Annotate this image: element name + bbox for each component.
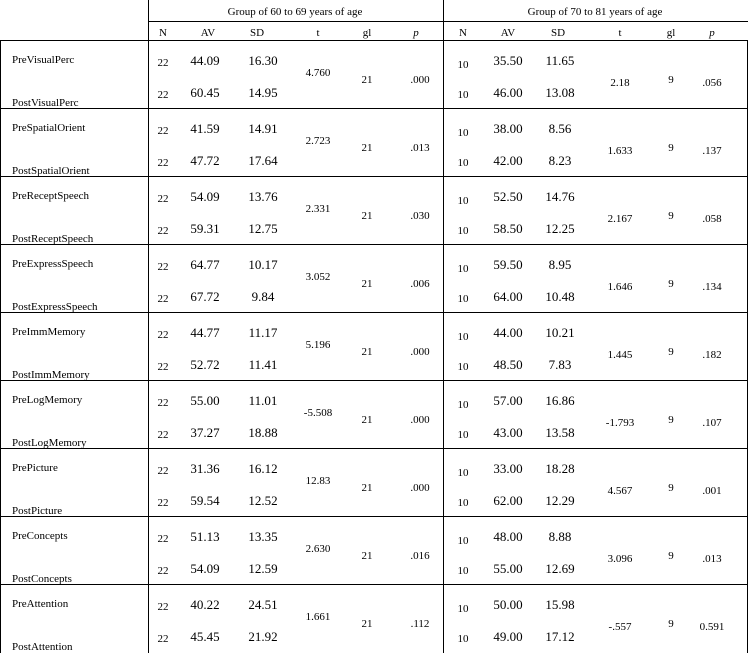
sd-value: 12.69 [545,561,575,576]
n-value: 10 [457,263,469,275]
sd-value: 10.17 [248,257,278,272]
row-label-post: PostReceptSpeech [12,233,94,245]
n-value: 22 [157,225,169,237]
n-value: 10 [457,603,469,615]
t-value: 3.052 [305,271,331,283]
sd-value: 7.83 [548,357,572,372]
left-border [0,40,1,653]
av-value: 40.22 [190,597,220,612]
gl-value: 9 [668,142,674,154]
gl-value: 21 [361,414,373,426]
column-header-t: t [618,27,622,39]
n-value: 10 [457,89,469,101]
av-value: 64.00 [493,289,523,304]
av-value: 59.54 [190,493,220,508]
n-value: 22 [157,361,169,373]
t-value: 2.331 [305,203,331,215]
av-value: 33.00 [493,461,523,476]
n-value: 10 [457,157,469,169]
row-label-pre: PreImmMemory [12,326,86,338]
n-value: 22 [157,329,169,341]
n-value: 22 [157,633,169,645]
p-value: .006 [410,278,430,290]
av-value: 46.00 [493,85,523,100]
p-value: .056 [702,77,722,89]
av-value: 54.09 [190,189,220,204]
av-value: 45.45 [190,629,220,644]
n-value: 22 [157,89,169,101]
gl-value: 21 [361,346,373,358]
p-value: .137 [702,145,722,157]
sd-value: 8.95 [548,257,572,272]
row-separator [0,380,748,381]
t-value: -5.508 [303,407,333,419]
gl-value: 9 [668,210,674,222]
row-separator [0,176,748,177]
av-value: 59.31 [190,221,220,236]
av-value: 43.00 [493,425,523,440]
gl-value: 9 [668,482,674,494]
av-value: 49.00 [493,629,523,644]
av-value: 60.45 [190,85,220,100]
label-column-divider [148,0,149,653]
n-value: 22 [157,157,169,169]
sd-value: 11.65 [545,53,575,68]
t-value: 2.167 [607,213,633,225]
n-value: 22 [157,397,169,409]
t-value: 1.661 [305,611,331,623]
n-value: 22 [157,465,169,477]
row-label-pre: PreVisualPerc [12,54,75,66]
sd-value: 12.75 [248,221,278,236]
sd-value: 10.48 [545,289,575,304]
sd-value: 13.58 [545,425,575,440]
row-label-pre: PreAttention [12,598,69,610]
p-value: .000 [410,482,430,494]
t-value: 4.567 [607,485,633,497]
av-value: 58.50 [493,221,523,236]
row-label-pre: PreReceptSpeech [12,190,89,202]
sd-value: 9.84 [251,289,275,304]
gl-value: 21 [361,482,373,494]
av-value: 62.00 [493,493,523,508]
av-value: 31.36 [190,461,220,476]
av-value: 57.00 [493,393,523,408]
av-value: 37.27 [190,425,220,440]
sd-value: 10.21 [545,325,575,340]
n-value: 22 [157,429,169,441]
column-header-p: p [413,27,419,39]
group-divider [443,0,444,653]
sd-value: 12.25 [545,221,575,236]
sd-value: 11.01 [248,393,278,408]
p-value: .112 [410,618,430,630]
sd-value: 13.35 [248,529,278,544]
n-value: 10 [457,293,469,305]
gl-value: 21 [361,550,373,562]
n-value: 10 [457,467,469,479]
av-value: 55.00 [493,561,523,576]
gl-value: 21 [361,142,373,154]
row-label-pre: PreExpressSpeech [12,258,94,270]
sd-value: 17.12 [545,629,575,644]
p-value: 0.591 [699,621,725,633]
t-value: 1.646 [607,281,633,293]
n-value: 22 [157,193,169,205]
p-value: .107 [702,417,722,429]
av-value: 50.00 [493,597,523,612]
av-value: 67.72 [190,289,220,304]
n-value: 10 [457,195,469,207]
n-value: 10 [457,59,469,71]
av-value: 44.09 [190,53,220,68]
sd-value: 17.64 [248,153,278,168]
row-label-post: PostExpressSpeech [12,301,98,313]
column-header-sd: SD [249,27,265,39]
gl-value: 9 [668,550,674,562]
n-value: 10 [457,535,469,547]
row-separator [0,448,748,449]
column-header-av: AV [500,27,516,39]
n-value: 10 [457,331,469,343]
p-value: .001 [702,485,722,497]
n-value: 10 [457,399,469,411]
row-label-post: PostSpatialOrient [12,165,90,177]
av-value: 64.77 [190,257,220,272]
row-label-pre: PreConcepts [12,530,68,542]
group2-header: Group of 70 to 81 years of age [527,6,663,18]
row-label-post: PostConcepts [12,573,72,585]
sd-value: 11.17 [248,325,278,340]
n-value: 22 [157,533,169,545]
t-value: 2.630 [305,543,331,555]
gl-value: 9 [668,278,674,290]
av-value: 59.50 [493,257,523,272]
gl-value: 9 [668,346,674,358]
row-separator [0,584,748,585]
column-header-n: N [159,27,167,39]
n-value: 22 [157,293,169,305]
t-value: 1.633 [607,145,633,157]
sd-value: 21.92 [248,629,278,644]
sd-value: 14.76 [545,189,575,204]
group-header-line [148,21,748,22]
row-label-pre: PreLogMemory [12,394,83,406]
t-value: -.557 [608,621,632,633]
gl-value: 9 [668,74,674,86]
sd-value: 16.86 [545,393,575,408]
column-header-line [0,40,748,41]
av-value: 41.59 [190,121,220,136]
av-value: 38.00 [493,121,523,136]
sd-value: 16.30 [248,53,278,68]
sd-value: 12.29 [545,493,575,508]
sd-value: 14.91 [248,121,278,136]
row-separator [0,108,748,109]
av-value: 52.72 [190,357,220,372]
gl-value: 21 [361,74,373,86]
sd-value: 18.88 [248,425,278,440]
t-value: 2.18 [610,77,630,89]
n-value: 22 [157,565,169,577]
p-value: .134 [702,281,722,293]
sd-value: 12.52 [248,493,278,508]
av-value: 52.50 [493,189,523,204]
row-separator [0,516,748,517]
row-label-pre: PrePicture [12,462,58,474]
av-value: 54.09 [190,561,220,576]
t-value: 1.445 [607,349,633,361]
sd-value: 8.88 [548,529,572,544]
p-value: .000 [410,414,430,426]
n-value: 10 [457,497,469,509]
av-value: 48.50 [493,357,523,372]
column-header-p: p [709,27,715,39]
p-value: .000 [410,346,430,358]
n-value: 22 [157,125,169,137]
t-value: -1.793 [605,417,635,429]
av-value: 44.77 [190,325,220,340]
n-value: 10 [457,565,469,577]
sd-value: 16.12 [248,461,278,476]
sd-value: 14.95 [248,85,278,100]
p-value: .016 [410,550,430,562]
row-label-post: PostLogMemory [12,437,87,449]
p-value: .013 [702,553,722,565]
gl-value: 21 [361,210,373,222]
t-value: 3.096 [607,553,633,565]
column-header-sd: SD [550,27,566,39]
av-value: 51.13 [190,529,220,544]
sd-value: 11.41 [248,357,278,372]
sd-value: 13.08 [545,85,575,100]
p-value: .058 [702,213,722,225]
sd-value: 8.23 [548,153,572,168]
av-value: 55.00 [190,393,220,408]
group1-header: Group of 60 to 69 years of age [227,6,363,18]
gl-value: 9 [668,618,674,630]
t-value: 4.760 [305,67,331,79]
row-separator [0,244,748,245]
n-value: 10 [457,225,469,237]
n-value: 10 [457,633,469,645]
column-header-t: t [316,27,320,39]
t-value: 5.196 [305,339,331,351]
t-value: 2.723 [305,135,331,147]
av-value: 44.00 [493,325,523,340]
n-value: 22 [157,601,169,613]
column-header-gl: gl [666,27,676,39]
row-label-post: PostImmMemory [12,369,90,381]
row-label-post: PostAttention [12,641,73,653]
n-value: 22 [157,497,169,509]
gl-value: 9 [668,414,674,426]
column-header-gl: gl [362,27,372,39]
row-label-post: PostPicture [12,505,63,517]
t-value: 12.83 [305,475,331,487]
n-value: 10 [457,429,469,441]
n-value: 10 [457,361,469,373]
av-value: 47.72 [190,153,220,168]
p-value: .000 [410,74,430,86]
n-value: 22 [157,261,169,273]
sd-value: 24.51 [248,597,278,612]
p-value: .182 [702,349,722,361]
row-separator [0,312,748,313]
p-value: .030 [410,210,430,222]
row-label-pre: PreSpatialOrient [12,122,86,134]
av-value: 35.50 [493,53,523,68]
av-value: 48.00 [493,529,523,544]
column-header-n: N [459,27,467,39]
gl-value: 21 [361,618,373,630]
n-value: 10 [457,127,469,139]
p-value: .013 [410,142,430,154]
sd-value: 8.56 [548,121,572,136]
sd-value: 12.59 [248,561,278,576]
sd-value: 13.76 [248,189,278,204]
column-header-av: AV [200,27,216,39]
row-label-post: PostVisualPerc [12,97,79,109]
gl-value: 21 [361,278,373,290]
sd-value: 15.98 [545,597,575,612]
av-value: 42.00 [493,153,523,168]
n-value: 22 [157,57,169,69]
sd-value: 18.28 [545,461,575,476]
